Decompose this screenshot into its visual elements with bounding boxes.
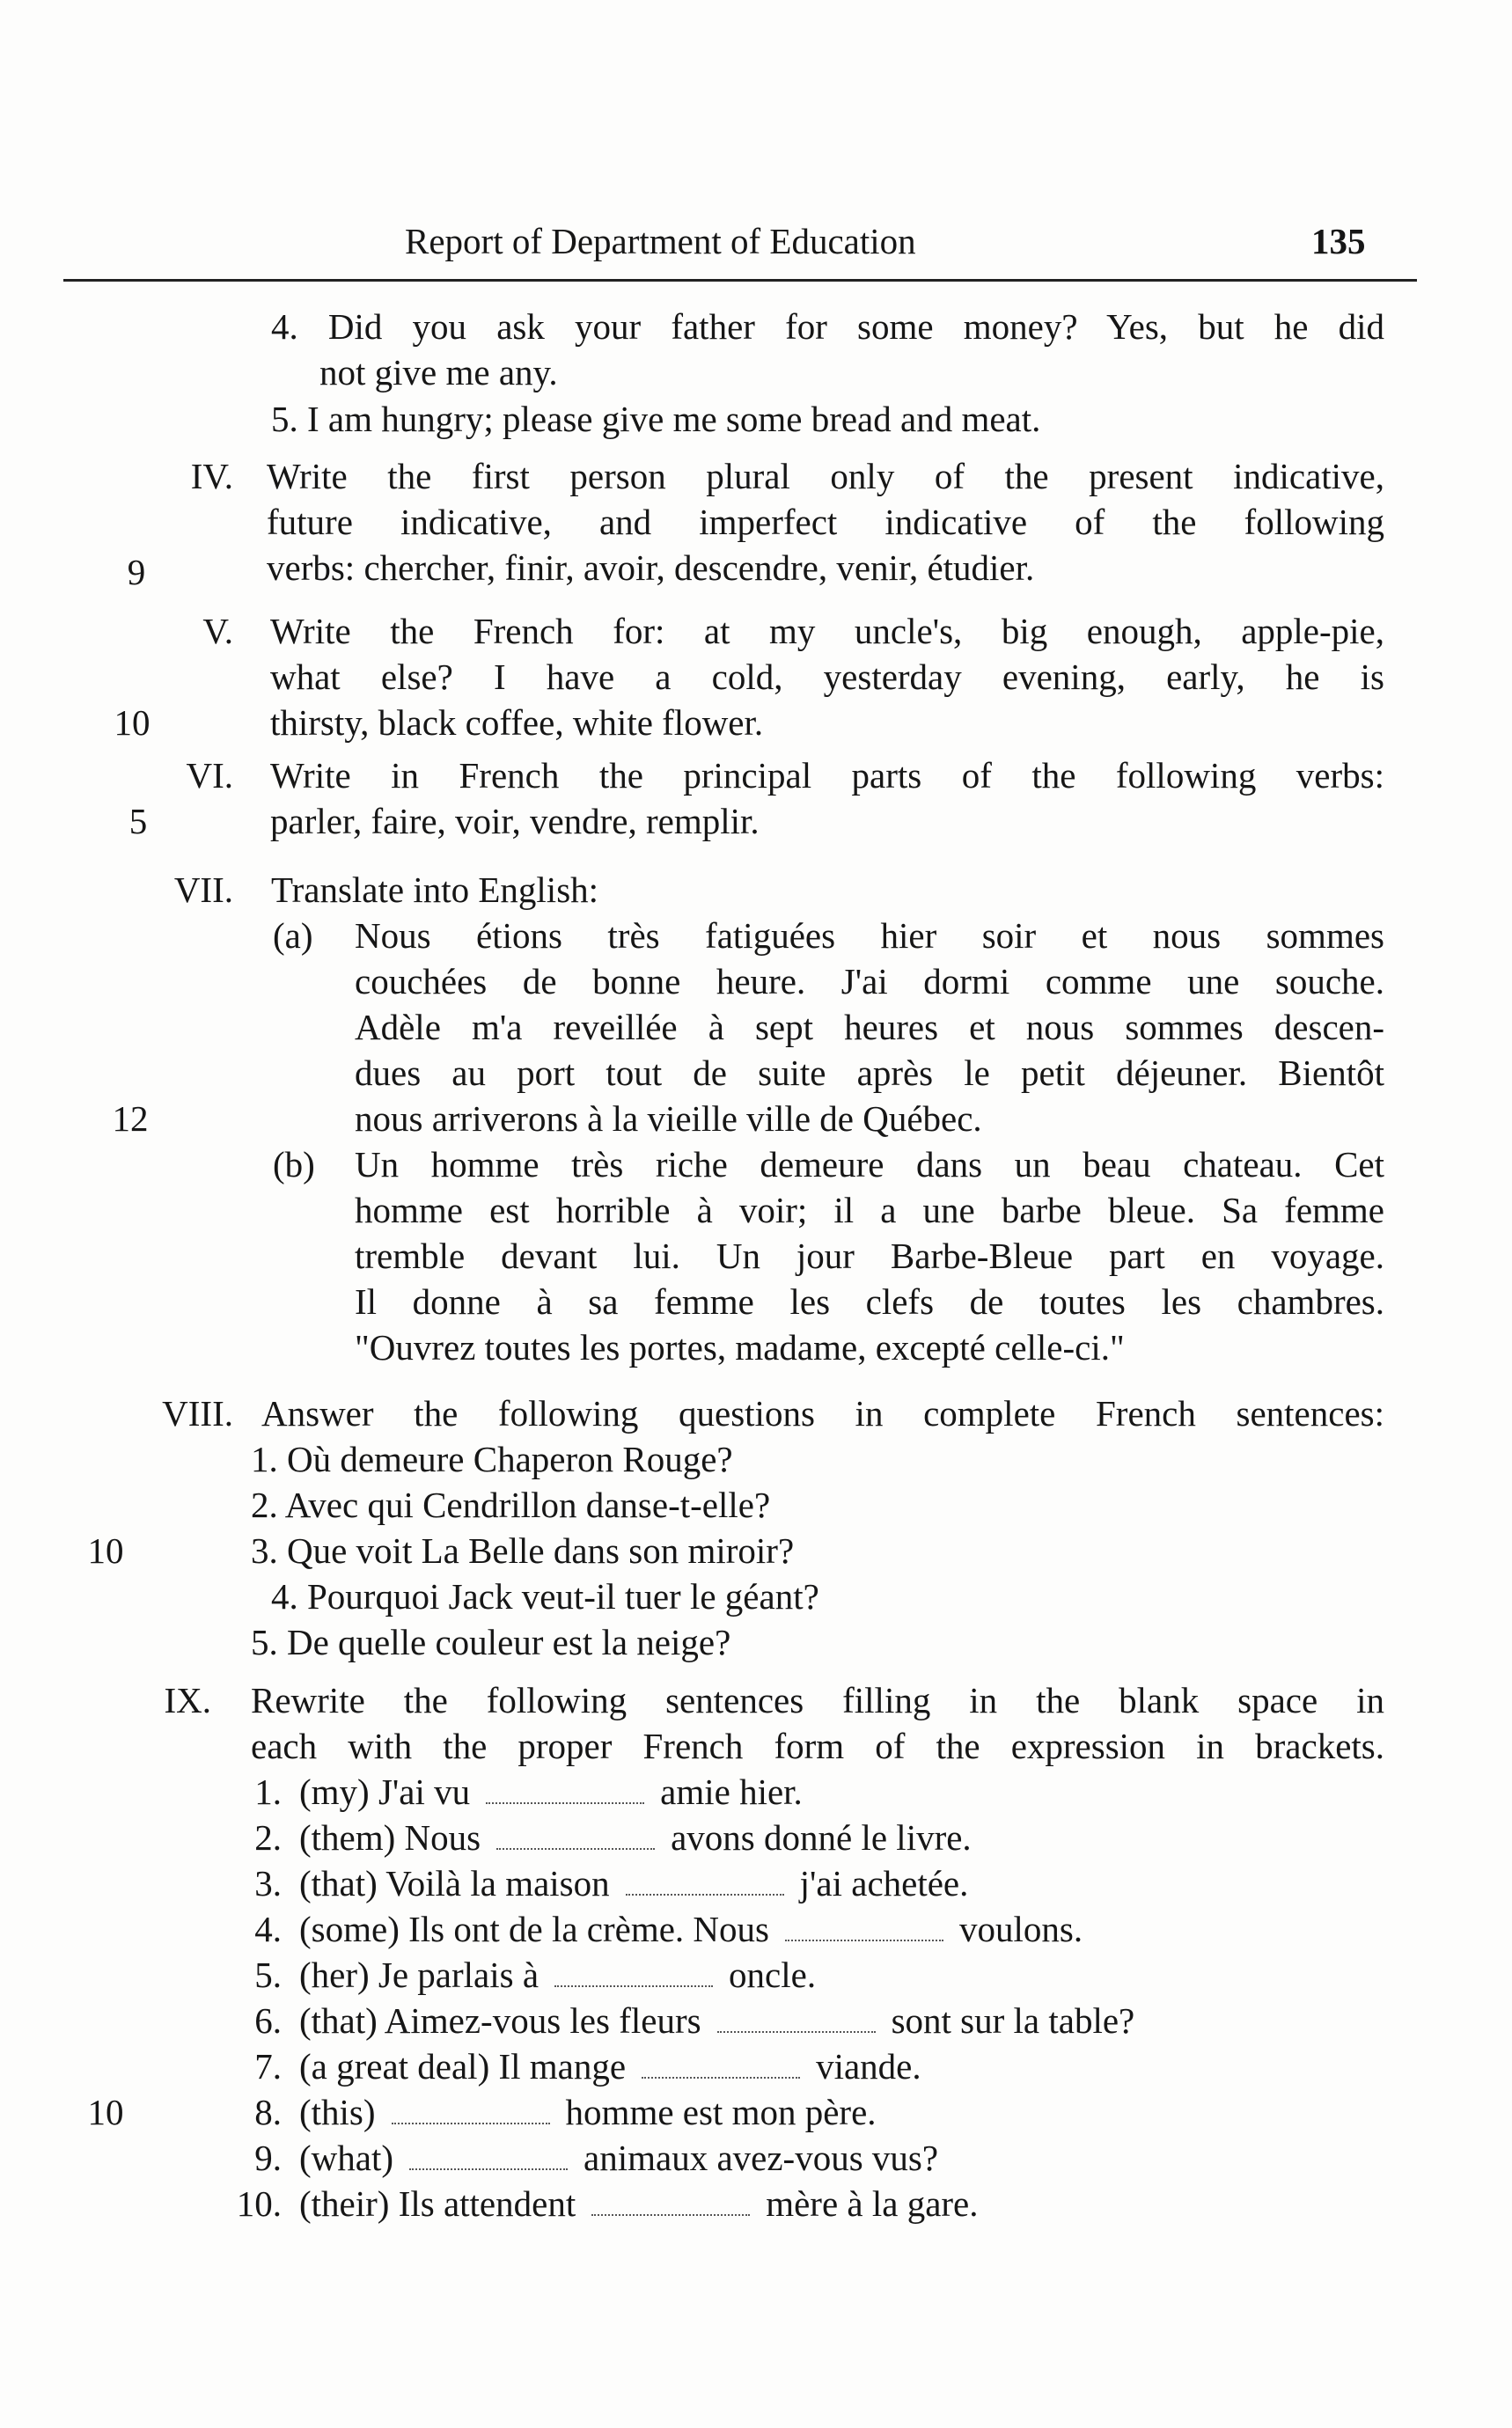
blank-space[interactable] xyxy=(785,1931,943,1941)
section-v-line-2: what else? I have a cold, yesterday evening, early, he is xyxy=(270,657,1384,697)
question-3: 3. Que voit La Belle dans son miroir? xyxy=(251,1530,795,1571)
fill-item-number: 7. xyxy=(254,2046,282,2087)
section-v-line-3: thirsty, black coffee, white flower. xyxy=(270,702,764,743)
section-vi-line-2: parler, faire, voir, vendre, remplir. xyxy=(270,801,760,841)
section-viii-marks: 10 xyxy=(87,1530,124,1571)
fill-item-number: 2. xyxy=(254,1817,282,1858)
fill-item-text-after: oncle. xyxy=(729,1955,817,1995)
section-vii-b-line-4: Il donne à sa femme les clefs de toutes les chambres. xyxy=(355,1281,1384,1322)
item-4-line-1: 4. Did you ask your father for some money? Yes, but he did xyxy=(271,306,1384,347)
fill-item-text-after: amie hier. xyxy=(660,1771,803,1812)
blank-space[interactable] xyxy=(409,2160,568,2170)
fill-item-number: 1. xyxy=(254,1771,282,1812)
fill-item-1 xyxy=(299,1769,803,1815)
blank-space[interactable] xyxy=(496,1839,655,1850)
fill-item-number: 4. xyxy=(254,1909,282,1949)
section-iv-line-2: future indicative, and imperfect indicative of the following xyxy=(267,502,1384,542)
section-ix-numeral: IX. xyxy=(164,1680,211,1720)
section-vii-a-label: (a) xyxy=(273,915,313,956)
section-vii-a-line-5: nous arriverons à la vieille ville de Québec. xyxy=(355,1098,982,1139)
fill-item-number: 6. xyxy=(254,2000,282,2041)
fill-item-text-after: voulons. xyxy=(958,1909,1083,1949)
blank-space[interactable] xyxy=(486,1793,644,1804)
fill-item-text-before: (them) Nous xyxy=(299,1817,481,1858)
question-1: 1. Où demeure Chaperon Rouge? xyxy=(251,1439,733,1479)
fill-item-text-before: (what) xyxy=(299,2138,394,2178)
fill-item-text-after: sont sur la table? xyxy=(891,2000,1135,2041)
fill-item-2 xyxy=(299,1815,972,1860)
blank-space[interactable] xyxy=(392,2114,550,2124)
section-viii-intro: Answer the following questions in complete French sentences: xyxy=(261,1393,1384,1434)
section-v-numeral: V. xyxy=(202,611,233,651)
fill-item-9 xyxy=(299,2135,938,2181)
section-vi-line-1: Write in French the principal parts of the following verbs: xyxy=(270,755,1384,796)
blank-space[interactable] xyxy=(642,2068,800,2079)
fill-item-text-before: (that) Aimez-vous les fleurs xyxy=(299,2000,701,2041)
fill-item-10 xyxy=(299,2181,979,2226)
fill-item-4 xyxy=(299,1906,1083,1952)
fill-item-text-before: (my) J'ai vu xyxy=(299,1771,471,1812)
running-title: Report of Department of Education xyxy=(405,221,916,261)
section-vi-numeral: VI. xyxy=(186,755,233,796)
header-rule xyxy=(63,279,1417,282)
fill-item-3 xyxy=(299,1860,968,1906)
fill-item-7 xyxy=(299,2043,921,2089)
item-5-line-1: 5. I am hungry; please give me some bread and meat. xyxy=(271,399,1041,439)
section-vii-numeral: VII. xyxy=(173,869,233,910)
section-vii-a-line-3: Adèle m'a reveillée à sept heures et nous sommes descen- xyxy=(355,1007,1384,1047)
fill-item-text-before: (that) Voilà la maison xyxy=(299,1863,610,1904)
section-ix-marks: 10 xyxy=(87,2092,124,2132)
fill-item-text-after: j'ai achetée. xyxy=(799,1863,969,1904)
section-ix-intro-line-2: each with the proper French form of the expression in brackets. xyxy=(251,1726,1384,1766)
fill-item-text-before: (some) Ils ont de la crème. Nous xyxy=(299,1909,769,1949)
section-vii-b-line-5: "Ouvrez toutes les portes, madame, excepté celle-ci." xyxy=(355,1327,1125,1368)
question-2: 2. Avec qui Cendrillon danse-t-elle? xyxy=(251,1485,771,1525)
fill-item-text-before: (their) Ils attendent xyxy=(299,2183,576,2224)
section-vii-intro: Translate into English: xyxy=(271,869,599,910)
section-vii-a-line-1: Nous étions très fatiguées hier soir et nous sommes xyxy=(355,915,1384,956)
fill-item-text-after: avons donné le livre. xyxy=(671,1817,972,1858)
section-iv-numeral: IV. xyxy=(190,456,233,496)
blank-space[interactable] xyxy=(591,2205,750,2216)
section-v-marks: 10 xyxy=(114,702,150,743)
section-v-line-1: Write the French for: at my uncle's, big enough, apple-pie, xyxy=(270,611,1384,651)
fill-item-text-after: viande. xyxy=(816,2046,921,2087)
fill-item-text-after: homme est mon père. xyxy=(565,2092,877,2132)
blank-space[interactable] xyxy=(717,2022,876,2033)
fill-item-number: 5. xyxy=(254,1955,282,1995)
question-4: 4. Pourquoi Jack veut-il tuer le géant? xyxy=(271,1576,819,1617)
fill-item-text-after: mère à la gare. xyxy=(766,2183,979,2224)
section-viii-numeral: VIII. xyxy=(162,1393,233,1434)
item-4-line-2: not give me any. xyxy=(319,352,558,392)
section-vii-a-line-2: couchées de bonne heure. J'ai dormi comme une souche. xyxy=(355,961,1384,1001)
blank-space[interactable] xyxy=(554,1977,713,1987)
fill-item-8 xyxy=(299,2089,877,2135)
fill-item-text-before: (a great deal) Il mange xyxy=(299,2046,627,2087)
fill-item-6 xyxy=(299,1998,1134,2043)
section-vi-marks: 5 xyxy=(128,801,148,841)
fill-item-text-before: (her) Je parlais à xyxy=(299,1955,539,1995)
fill-item-number: 10. xyxy=(236,2183,282,2224)
fill-item-number: 8. xyxy=(254,2092,282,2132)
fill-item-text-after: animaux avez-vous vus? xyxy=(584,2138,939,2178)
page-number: 135 xyxy=(1311,221,1366,261)
section-iv-line-3: verbs: chercher, finir, avoir, descendre, venir, étudier. xyxy=(267,547,1035,588)
section-vii-b-line-1: Un homme très riche demeure dans un beau chateau. Cet xyxy=(355,1144,1384,1185)
section-vii-b-line-2: homme est horrible à voir; il a une barbe bleue. Sa femme xyxy=(355,1190,1384,1230)
section-vii-b-line-3: tremble devant lui. Un jour Barbe-Bleue part en voyage. xyxy=(355,1236,1384,1276)
section-iv-marks: 9 xyxy=(127,552,146,592)
section-vii-a-line-4: dues au port tout de suite après le petit déjeuner. Bientôt xyxy=(355,1053,1384,1093)
fill-item-text-before: (this) xyxy=(299,2092,376,2132)
fill-item-number: 9. xyxy=(254,2138,282,2178)
fill-item-number: 3. xyxy=(254,1863,282,1904)
question-5: 5. De quelle couleur est la neige? xyxy=(251,1622,731,1662)
section-iv-line-1: Write the first person plural only of the present indicative, xyxy=(267,456,1384,496)
fill-item-5 xyxy=(299,1952,816,1998)
section-ix-intro-line-1: Rewrite the following sentences filling in the blank space in xyxy=(251,1680,1384,1720)
section-vii-marks: 12 xyxy=(112,1098,149,1139)
section-vii-b-label: (b) xyxy=(273,1144,315,1185)
blank-space[interactable] xyxy=(626,1885,784,1896)
